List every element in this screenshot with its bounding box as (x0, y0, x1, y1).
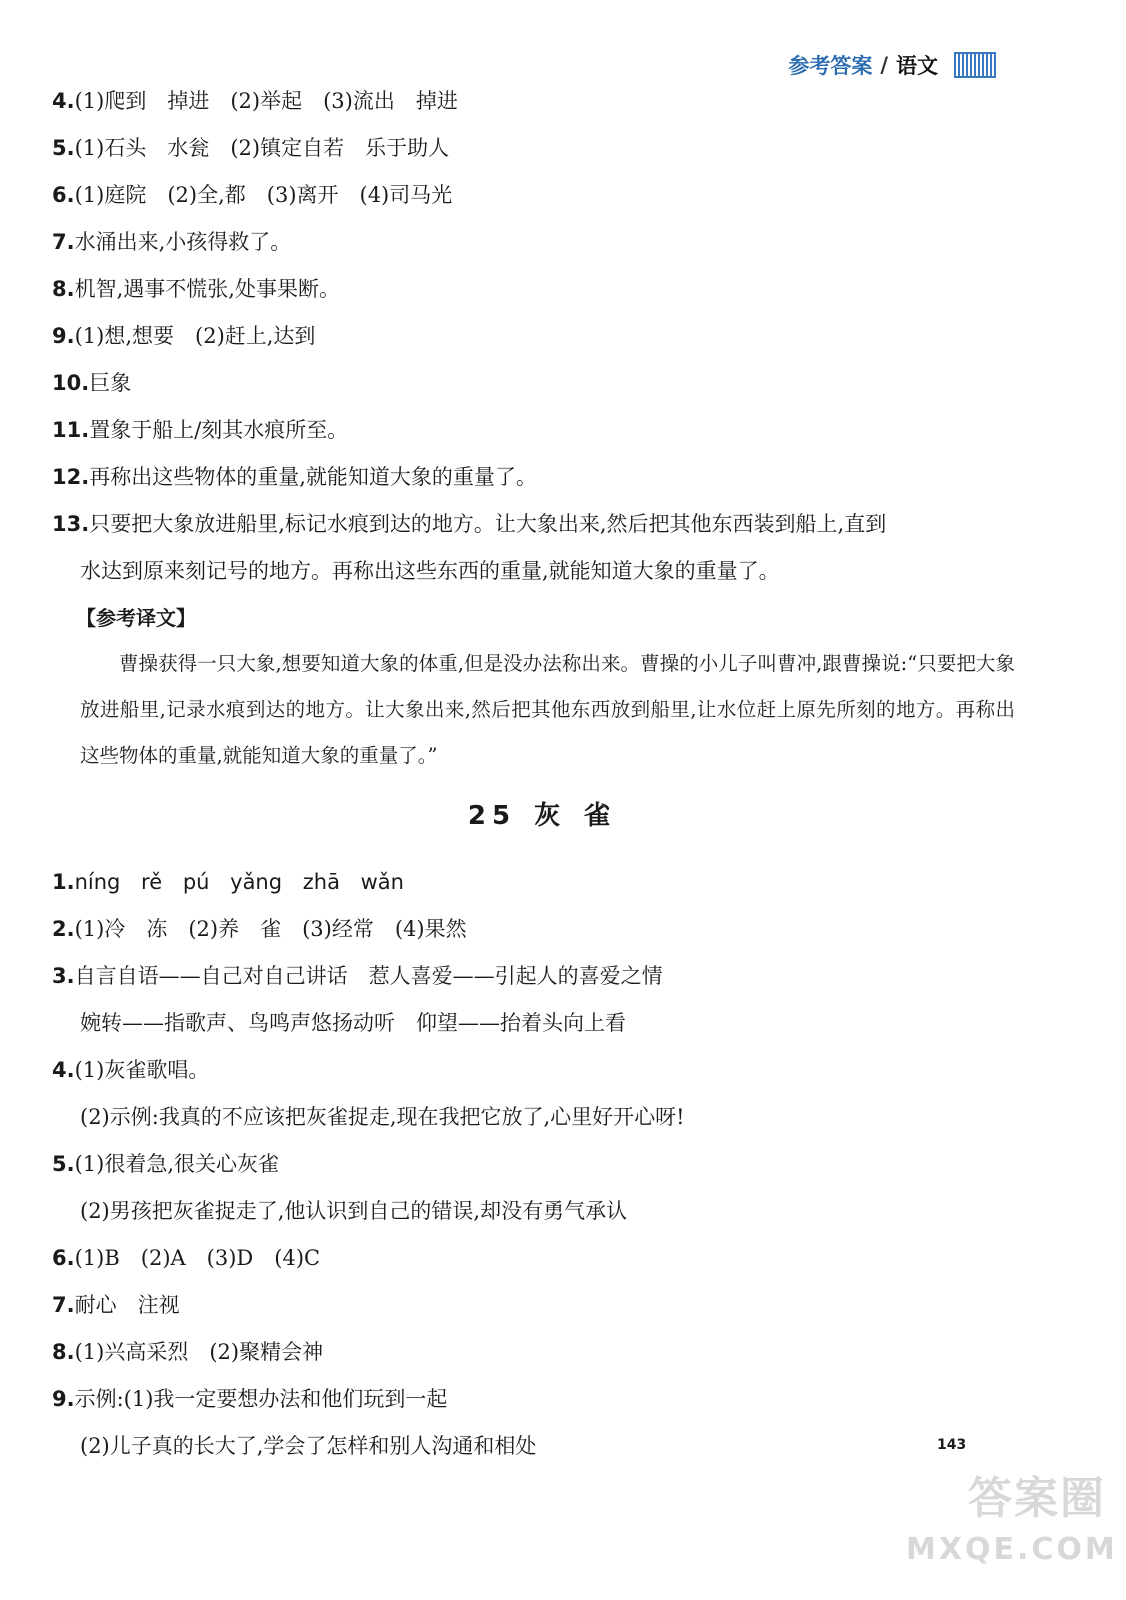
section-number: 25 (467, 801, 517, 831)
answer-line: 11.置象于船上/刻其水痕所至。 (52, 418, 349, 442)
answer-continuation: (2)示例:我真的不应该把灰雀捉走,现在我把它放了,心里好开心呀! (80, 1105, 685, 1129)
answer-line: 7.耐心 注视 (52, 1293, 180, 1317)
answer-line: 4.(1)爬到 掉进 (2)举起 (3)流出 掉进 (52, 89, 458, 113)
answer-line: 8.机智,遇事不慌张,处事果断。 (52, 277, 340, 301)
answer-continuation: (2)儿子真的长大了,学会了怎样和别人沟通和相处 (80, 1434, 537, 1458)
page-header (788, 50, 996, 80)
watermark-bottom-text: MXQE.COM (906, 1532, 1118, 1567)
header-decoration-bars (954, 52, 996, 78)
answer-line: 7.水涌出来,小孩得救了。 (52, 230, 292, 254)
answer-continuation: 水达到原来刻记号的地方。再称出这些东西的重量,就能知道大象的重量了。 (80, 559, 780, 583)
header-ref-label: 参考答案 (788, 54, 873, 78)
section-title (52, 779, 1032, 859)
reference-translation-paragraph: 曹操获得一只大象,想要知道大象的体重,但是没办法称出来。曹操的小儿子叫曹冲,跟曹操说:“只要把大象放进船里,记录水痕到达的地方。让大象出来,然后把其他东西放到船里,让水位赶上原先所刻的地方。再称出这些物体的重量,就能知道大象的重量了。” (80, 652, 1015, 767)
page-number: 143 (937, 1437, 967, 1453)
answer-line: 10.巨象 (52, 371, 132, 395)
reference-translation-title: 【参考译文】 (76, 606, 196, 630)
watermark-logo (906, 1462, 1118, 1592)
answer-line: 4.(1)灰雀歌唱。 (52, 1058, 210, 1082)
answer-line: 13.只要把大象放进船里,标记水痕到达的地方。让大象出来,然后把其他东西装到船上,直到 (52, 512, 887, 536)
section-title-char-1: 灰 (534, 801, 567, 831)
answer-continuation: (2)男孩把灰雀捉走了,他认识到自己的错误,却没有勇气承认 (80, 1199, 628, 1223)
answer-line: 6.(1)庭院 (2)全,都 (3)离开 (4)司马光 (52, 183, 453, 207)
answer-line: 8.(1)兴高采烈 (2)聚精会神 (52, 1340, 324, 1364)
answer-line: 9.示例:(1)我一定要想办法和他们玩到一起 (52, 1387, 448, 1411)
pinyin-answer: níng rě pú yǎng zhā wǎn (74, 870, 404, 894)
answer-line: 5.(1)很着急,很关心灰雀 (52, 1152, 280, 1176)
answer-content (52, 78, 1032, 1470)
section-title-char-2: 雀 (584, 801, 617, 831)
watermark-top-text: 答案圈 (968, 1473, 1106, 1524)
answer-line: 6.(1)B (2)A (3)D (4)C (52, 1246, 321, 1270)
answer-line: 2.(1)冷 冻 (2)养 雀 (3)经常 (4)果然 (52, 917, 467, 941)
answer-line: 9.(1)想,想要 (2)赶上,达到 (52, 324, 316, 348)
header-subject: 语文 (896, 54, 938, 78)
answer-line: 3.自言自语——自己对自己讲话 惹人喜爱——引起人的喜爱之情 (52, 964, 663, 988)
answer-line: 5.(1)石头 水瓮 (2)镇定自若 乐于助人 (52, 136, 450, 160)
answer-line: 1.níng rě pú yǎng zhā wǎn (52, 870, 404, 894)
header-separator: / (880, 53, 888, 77)
answer-line: 12.再称出这些物体的重量,就能知道大象的重量了。 (52, 465, 537, 489)
answer-continuation: 婉转——指歌声、鸟鸣声悠扬动听 仰望——抬着头向上看 (80, 1011, 626, 1035)
